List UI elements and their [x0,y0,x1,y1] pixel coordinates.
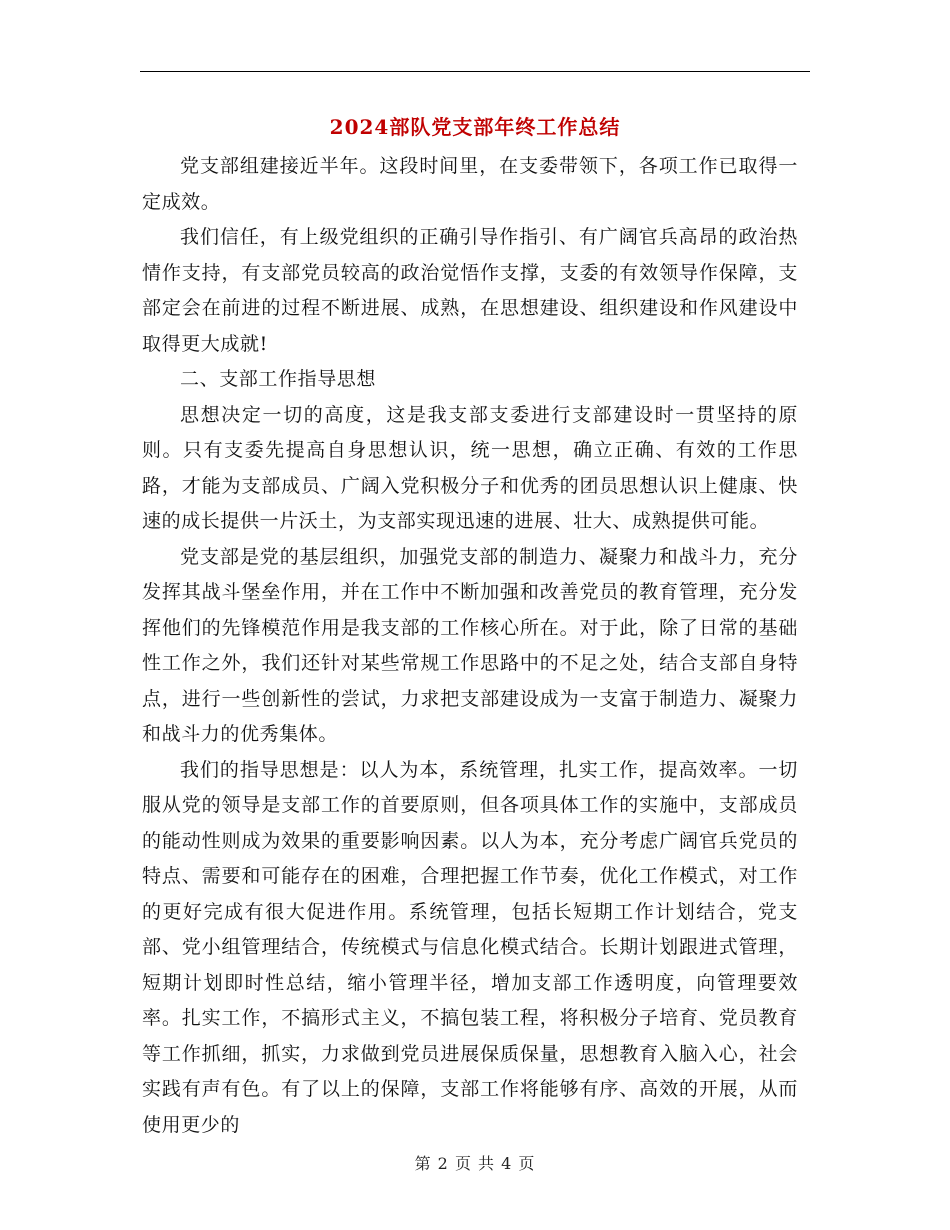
paragraph-thought-principle: 思想决定一切的高度，这是我支部支委进行支部建设时一贯坚持的原则。只有支委先提高自身思想认识，统一思想，确立正确、有效的工作思路，才能为支部成员、广阔入党积极分子和优秀的团员思想认识上健康、快速的成长提供一片沃土，为支部实现迅速的进展、壮大、成熟提供可能。 [142,403,798,532]
document-title: 2024部队党支部年终工作总结 [329,115,621,139]
header-rule [140,71,810,72]
document-body [142,149,798,1143]
paragraph-grassroots: 党支部是党的基层组织，加强党支部的制造力、凝聚力和战斗力，充分发挥其战斗堡垒作用，并在工作中不断加强和改善党员的教育管理，充分发挥他们的先锋模范作用是我支部的工作核心所在。对于此，除了日常的基础性工作之外，我们还针对某些常规工作思路中的不足之处，结合支部自身特点，进行一些创新性的尝试，力求把支部建设成为一支富于制造力、凝聚力和战斗力的优秀集体。 [142,545,798,745]
page-number: 第 2 页 共 4 页 [414,1154,536,1173]
paragraph-guiding-principles: 我们的指导思想是：以人为本，系统管理，扎实工作，提高效率。一切服从党的领导是支部工作的首要原则，但各项具体工作的实施中，支部成员的能动性则成为效果的重要影响因素。以人为本，充分考虑广阔官兵党员的特点、需要和可能存在的困难，合理把握工作节奏，优化工作模式，对工作的更好完成有很大促进作用。系统管理，包括长短期工作计划结合，党支部、党小组管理结合，传统模式与信息化模式结合。长期计划跟进式管理，短期计划即时性总结，缩小管理半径，增加支部工作透明度，向管理要效率。扎实工作，不搞形式主义，不搞包装工程，将积极分子培育、党员教育等工作抓细，抓实，力求做到党员进展保质保量，思想教育入脑入心，社会实践有声有色。有了以上的保障，支部工作将能够有序、高效的开展，从而使用更少的 [142,758,798,1136]
paragraph-confidence: 我们信任，有上级党组织的正确引导作指引、有广阔官兵高昂的政治热情作支持，有支部党员较高的政治觉悟作支撑，支委的有效领导作保障，支部定会在前进的过程不断进展、成熟，在思想建设、组织建设和作风建设中取得更大成就! [142,226,798,355]
paragraph-intro: 党支部组建接近半年。这段时间里，在支委带领下，各项工作已取得一定成效。 [142,155,798,213]
section-heading-guiding-thought: 二、支部工作指导思想 [180,368,377,390]
